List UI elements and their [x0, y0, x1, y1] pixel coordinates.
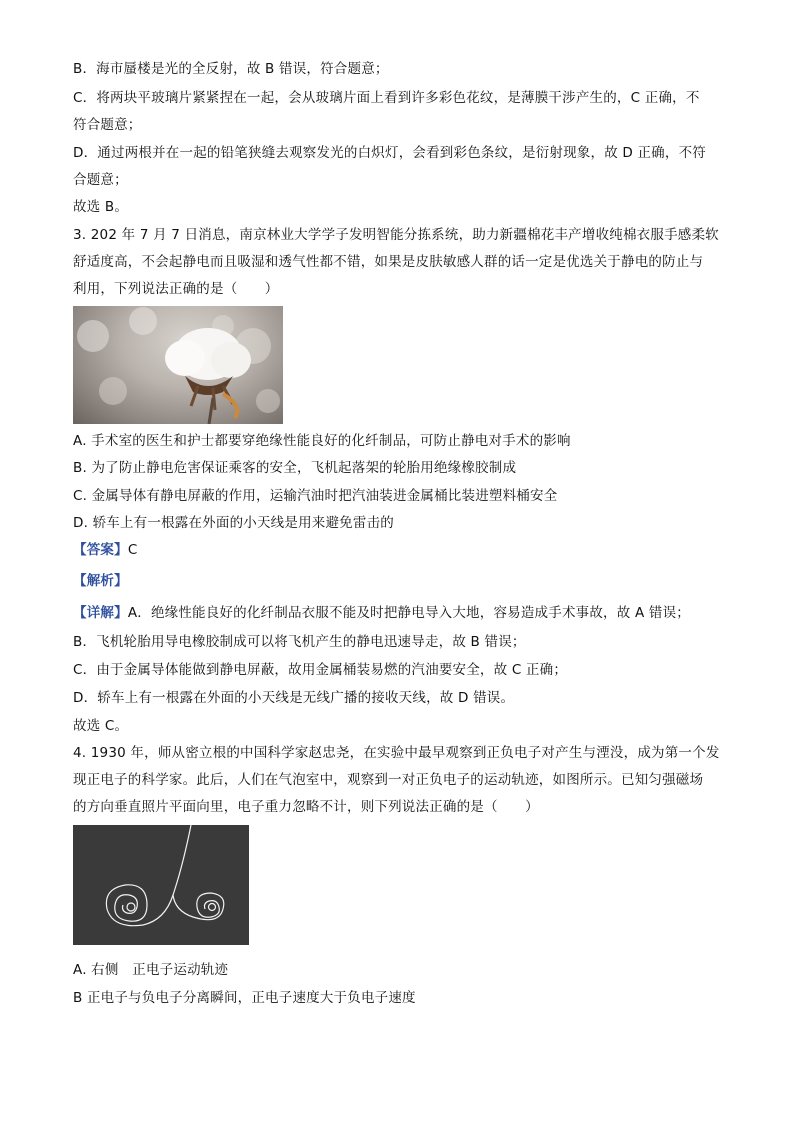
cotton-boll-illustration [73, 306, 283, 424]
text-line: 合题意； [73, 172, 128, 188]
question-3-stem: 3. 202 年 7 月 7 日消息，南京林业大学学子发明智能分拣系统，助力新疆棉花丰产增收纯棉衣服手感柔软 [73, 227, 719, 243]
analysis-tag: 【解析】 [73, 573, 128, 589]
option-a: A. 右侧 正电子运动轨迹 [73, 962, 229, 978]
cotton-photo [73, 306, 283, 424]
detail-line [73, 603, 733, 623]
answer-value: C [127, 542, 138, 558]
detail-line: C．由于金属导体能做到静电屏蔽，故用金属桶装易燃的汽油要安全，故 C 正确； [73, 662, 568, 678]
question-3-stem: 利用，下列说法正确的是（ ） [73, 281, 279, 297]
option-c: C. 金属导体有静电屏蔽的作用，运输汽油时把汽油装进金属桶比装进塑料桶安全 [73, 488, 558, 504]
detail-line: D．轿车上有一根露在外面的小天线是无线广播的接收天线，故 D 错误。 [73, 690, 515, 706]
question-4-stem: 的方向垂直照片平面向里，电子重力忽略不计，则下列说法正确的是（ ） [73, 799, 539, 815]
text-line: C．将两块平玻璃片紧紧捏在一起，会从玻璃片面上看到许多彩色花纹，是薄膜干涉产生的，C 正确，不 [73, 90, 700, 106]
detail-text: A．绝缘性能良好的化纤制品衣服不能及时把静电导入大地，容易造成手术事故，故 A 错误； [127, 605, 690, 621]
answer-line [73, 540, 733, 560]
option-b: B 正电子与负电子分离瞬间，正电子速度大于负电子速度 [73, 990, 416, 1006]
answer-tag: 【答案】 [73, 542, 128, 558]
question-4-stem: 现正电子的科学家。此后，人们在气泡室中，观察到一对正负电子的运动轨迹，如图所示。已知匀强磁场 [73, 772, 704, 788]
text-line: 故选 B。 [73, 199, 129, 215]
question-3-stem: 舒适度高，不会起静电而且吸湿和透气性都不错，如果是皮肤敏感人群的话一定是优选关于静电的防止与 [73, 254, 704, 270]
bubble-chamber-photo [73, 825, 249, 945]
detail-tag: 【详解】 [73, 605, 128, 621]
conclusion-line: 故选 C。 [73, 718, 129, 734]
text-line: 符合题意； [73, 117, 142, 133]
option-d: D. 轿车上有一根露在外面的小天线是用来避免雷击的 [73, 515, 394, 531]
analysis-line [73, 571, 733, 591]
text-line: D．通过两根并在一起的铅笔狭缝去观察发光的白炽灯，会看到彩色条纹，是衍射现象，故 D 正确，不符 [73, 145, 706, 161]
text-line: B．海市蜃楼是光的全反射，故 B 错误，符合题意； [73, 61, 389, 77]
option-a: A. 手术室的医生和护士都要穿绝缘性能良好的化纤制品，可防止静电对手术的影响 [73, 433, 571, 449]
spiral-tracks-illustration [73, 825, 249, 945]
option-b: B. 为了防止静电危害保证乘客的安全，飞机起落架的轮胎用绝缘橡胶制成 [73, 460, 517, 476]
question-4-stem: 4. 1930 年，师从密立根的中国科学家赵忠尧，在实验中最早观察到正负电子对产生与湮没，成为第一个发 [73, 745, 720, 761]
detail-line: B．飞机轮胎用导电橡胶制成可以将飞机产生的静电迅速导走，故 B 错误； [73, 634, 526, 650]
